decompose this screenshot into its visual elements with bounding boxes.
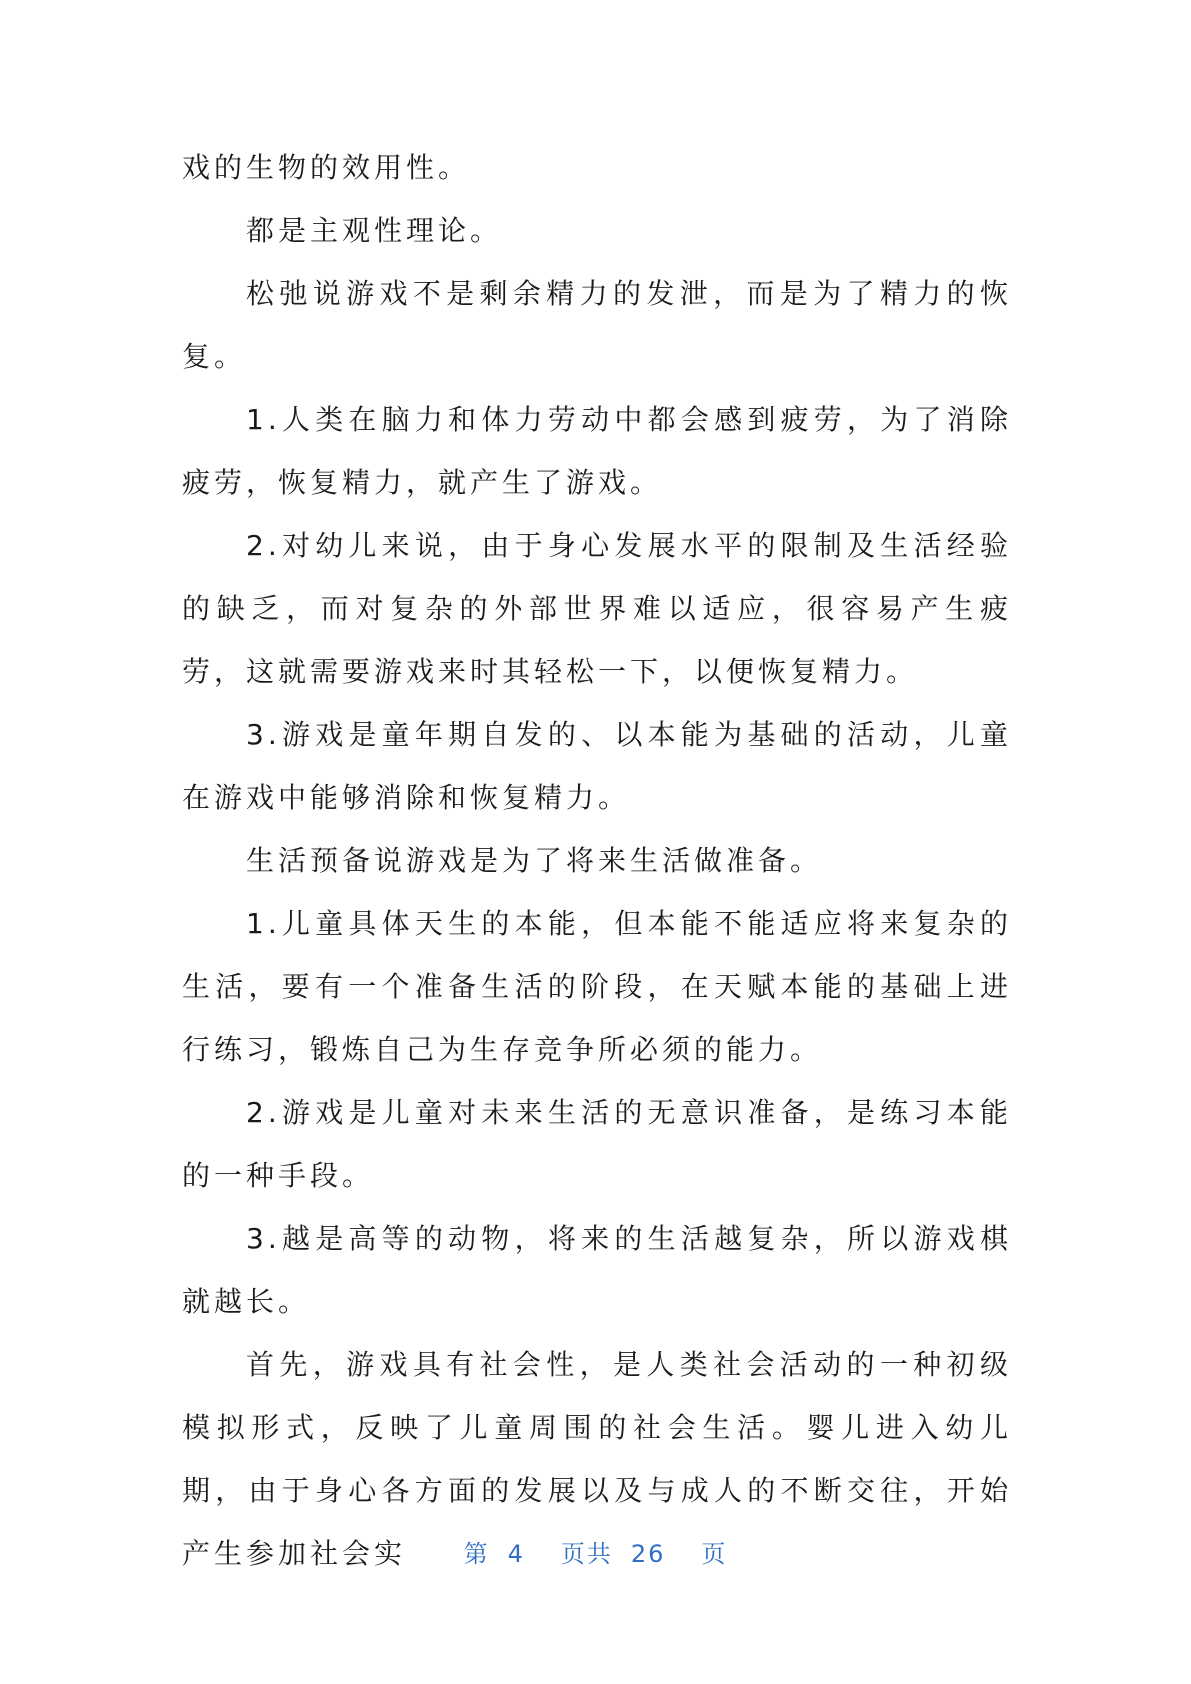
footer-suffix: 页	[701, 1540, 728, 1568]
paragraph-6: 3.游戏是童年期自发的、以本能为基础的活动，儿童在游戏中能够消除和恢复精力。	[182, 718, 1012, 814]
paragraph-5: 2.对幼儿来说，由于身心发展水平的限制及生活经验的缺乏，而对复杂的外部世界难以适应，很容易产生疲劳，这就需要游戏来时其轻松一下，以便恢复精力。	[182, 529, 1012, 688]
paragraph-10: 3.越是高等的动物，将来的生活越复杂，所以游戏棋就越长。	[182, 1222, 1012, 1318]
footer-current-page: 4	[507, 1540, 525, 1568]
document-body	[182, 136, 1012, 1585]
paragraph-4: 1.人类在脑力和体力劳动中都会感到疲劳，为了消除疲劳，恢复精力，就产生了游戏。	[182, 403, 1012, 499]
paragraph-7: 生活预备说游戏是为了将来生活做准备。	[246, 844, 823, 877]
paragraph-9: 2.游戏是儿童对未来生活的无意识准备，是练习本能的一种手段。	[182, 1096, 1012, 1192]
footer-total-pages: 26	[630, 1540, 666, 1568]
footer-prefix: 第	[463, 1540, 490, 1568]
footer-middle: 页共	[560, 1540, 613, 1568]
paragraph-8: 1.儿童具体天生的本能，但本能不能适应将来复杂的生活，要有一个准备生活的阶段，在天赋本能的基础上进行练习，锻炼自己为生存竞争所必须的能力。	[182, 907, 1012, 1066]
page-footer	[0, 1537, 1191, 1571]
paragraph-1: 戏的生物的效用性。	[182, 151, 471, 184]
paragraph-11: 首先，游戏具有社会性，是人类社会活动的一种初级模拟形式，反映了儿童周围的社会生活。婴儿进入幼儿期，由于身心各方面的发展以及与成人的不断交往，开始产生参加社会实	[182, 1348, 1012, 1570]
paragraph-2: 都是主观性理论。	[246, 214, 503, 247]
paragraph-3: 松弛说游戏不是剩余精力的发泄，而是为了精力的恢复。	[182, 277, 1012, 373]
